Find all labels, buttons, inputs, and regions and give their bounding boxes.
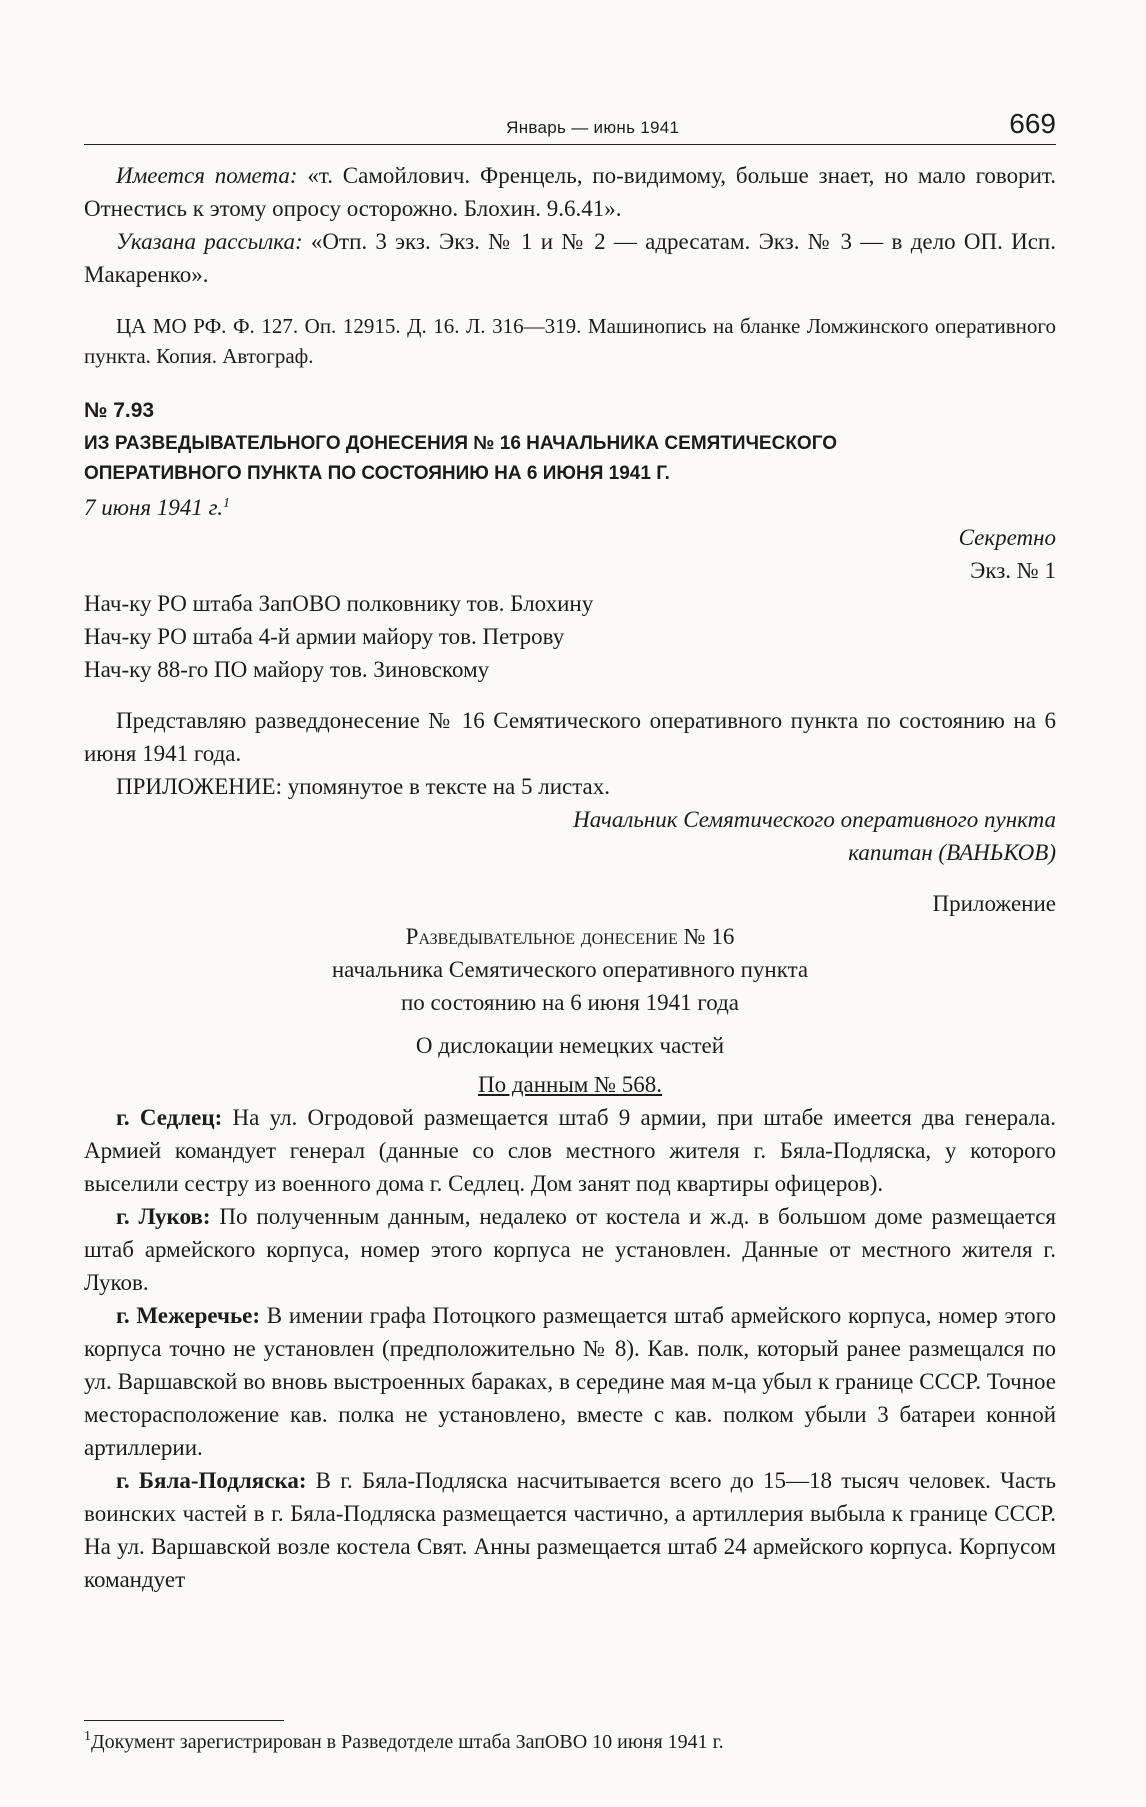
footnote-text: Документ зарегистрирован в Разведотделе штаба ЗапОВО 10 июня 1941 г. [91,1731,724,1753]
entry-paragraph [84,1299,1056,1464]
date-text: 7 июня 1941 г. [84,495,223,520]
distribution-paragraph [84,225,1056,291]
document-title-line-1: ИЗ РАЗВЕДЫВАТЕЛЬНОГО ДОНЕСЕНИЯ № 16 НАЧАЛЬНИКА СЕМЯТИЧЕСКОГО [84,433,837,454]
footnote-ref: 1 [223,496,230,511]
entry-text: В имении графа Потоцкого размещается штаб армейского корпуса, номер этого корпуса точно не установлен (предположительно № 8). Кав. полк, который ранее размещался по ул. Варшавской во вновь выстроенных бараках, в середине мая м-ца убыл к границе СССР. Точное месторасположение кав. полка не установлено, вместе с кав. полком убыли 3 батареи конной артиллерии. [84,1303,1056,1460]
footnote-mark: 1 [84,1729,91,1744]
cover-text: Представляю разведдонесение № 16 Семятического оперативного пункта по состоянию на 6 июня 1941 года. [84,708,1056,766]
entry-text: На ул. Огродовой размещается штаб 9 армии, при штабе имеется два генерала. Армией командует генерал (данные со слов местного жителя г. Бяла-Подляска, у которого выселили сестру из военного дома г. Седлец. Дом занят под квартиры офицеров). [84,1105,1056,1196]
entry-paragraph [84,1200,1056,1299]
running-title: Январь — июнь 1941 [506,118,680,137]
appendix-title: Разведывательное донесение № 16 [405,924,735,949]
source-reference: По данным № 568. [477,1072,663,1097]
entry-paragraph [84,1101,1056,1200]
entry-place: г. Бяла-Подляска: [116,1468,307,1493]
distribution-text: «Отп. 3 экз. Экз. № 1 и № 2 — адресатам. Экз. № 3 — в дело ОП. Исп. Макаренко». [84,229,1056,287]
appendix-label: Приложение [932,891,1056,916]
recipient: Нач-ку РО штаба 4-й армии майору тов. Петрову [84,624,565,649]
entry-place: г. Седлец: [116,1105,223,1130]
recipient: Нач-ку 88-го ПО майору тов. Зиновскому [84,657,490,682]
entry-place: г. Межеречье: [116,1303,261,1328]
appendix-subtitle: О дислокации немецких частей [415,1033,725,1058]
document-number: № 7.93 [84,399,155,422]
entry-text: По полученным данным, недалеко от костела и ж.д. в большом доме размещается штаб армейского корпуса, номер этого корпуса не установлен. Данные от местного жителя г. Луков. [84,1204,1056,1295]
entry-paragraph [84,1464,1056,1596]
page-number: 669 [1009,108,1056,139]
archive-source: ЦА МО РФ. Ф. 127. Оп. 12915. Д. 16. Л. 316—319. Машинопись на бланке Ломжинского оперативного пункта. Копия. Автограф. [84,314,1056,368]
entry-text: В г. Бяла-Подляска насчитывается всего до 15—18 тысяч человек. Часть воинских частей в г. Бяла-Подляска размещается частично, а артиллерия выбыла к границе СССР. На ул. Варшавской возле костела Свят. Анны размещается штаб 24 армейского корпуса. Корпусом командует [84,1468,1056,1592]
recipient: Нач-ку РО штаба ЗапОВО полковнику тов. Блохину [84,591,594,616]
appendix-title-line-2: начальника Семятического оперативного пункта [331,957,809,982]
page [84,108,1056,1596]
footnote [84,1728,1056,1756]
running-header [84,108,1056,145]
copy-number: Экз. № 1 [970,558,1056,583]
note-paragraph [84,159,1056,225]
note-label: Имеется помета: [116,163,298,188]
document-title-line-2: ОПЕРАТИВНОГО ПУНКТА ПО СОСТОЯНИЮ НА 6 ИЮНЯ 1941 Г. [84,463,670,484]
appendix-title-line-3: по состоянию на 6 июня 1941 года [401,990,739,1015]
document-date [84,495,1056,521]
classification: Секретно [958,525,1056,550]
footnote-divider [84,1720,284,1721]
entry-place: г. Луков: [116,1204,211,1229]
signer-name: капитан (ВАНЬКОВ) [848,840,1056,865]
distribution-label: Указана рассылка: [116,229,303,254]
note-text: «т. Самойлович. Френцель, по-видимому, больше знает, но мало говорит. Отнестись к этому опросу осторожно. Блохин. 9.6.41». [84,163,1057,221]
attachment-note: ПРИЛОЖЕНИЕ: упомянутое в тексте на 5 листах. [116,774,611,799]
signer-position: Начальник Семятического оперативного пункта [573,807,1056,832]
